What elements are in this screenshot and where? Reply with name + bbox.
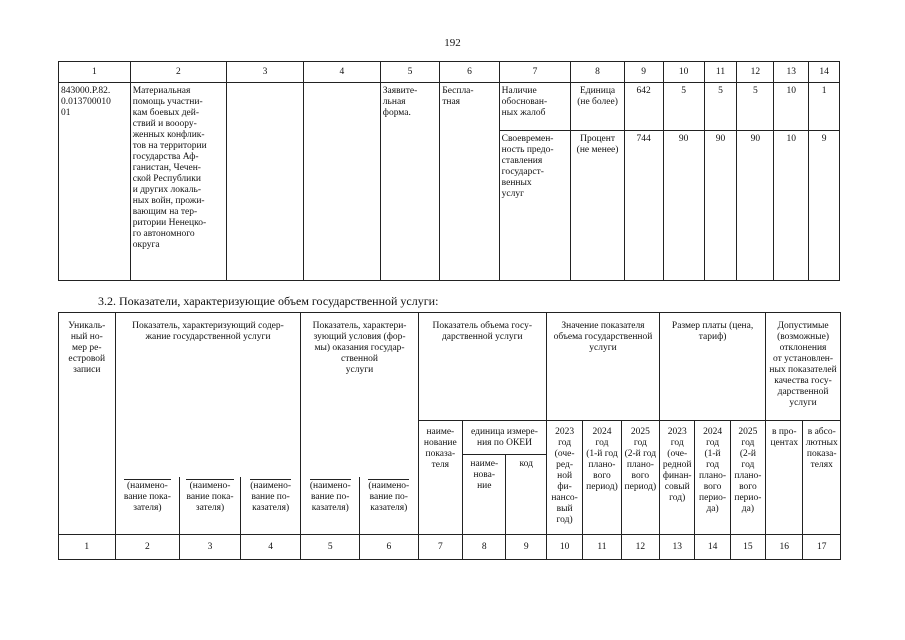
indicator-code: 642 — [624, 83, 663, 131]
col-number: 10 — [663, 62, 704, 83]
col-number: 3 — [180, 535, 241, 560]
indicator-value: 9 — [809, 131, 840, 281]
col-number: 15 — [730, 535, 765, 560]
empty-cell — [227, 83, 304, 281]
column-numbers-row — [59, 535, 841, 560]
indicator-value: 5 — [704, 83, 737, 131]
indicator-name-caption: (наимено- вание по- казателя) — [250, 480, 292, 513]
okei-unit-header: единица измере- ния по ОКЕИ — [463, 421, 547, 455]
indicator-value: 10 — [774, 131, 809, 281]
col-number: 9 — [506, 535, 546, 560]
indicator-name: Наличие обоснован- ных жалоб — [499, 83, 571, 131]
indicator-value: 90 — [663, 131, 704, 281]
indicator-value: 1 — [809, 83, 840, 131]
year-2023-value-header: 2023 год (оче- ред- ной фи- нансо- вый год) — [546, 421, 582, 535]
col-number: 13 — [660, 535, 695, 560]
conditions-subheader-2 — [360, 477, 419, 535]
col-number: 4 — [240, 535, 301, 560]
col-number: 1 — [59, 535, 116, 560]
col-number: 5 — [380, 62, 439, 83]
col-number: 7 — [418, 535, 462, 560]
col-number: 10 — [546, 535, 582, 560]
indicator-name-caption: (наимено- вание по- казателя) — [309, 480, 351, 513]
category-cell: Материальная помощь участни- кам боевых дей- ствий и вооору- женных конфлик- тов на территории государства Аф- ганистан, Чечен- ской Республики и других локаль- ных войн, прожи- вающим на тер- ритории Ненецко- го автономного округа — [130, 83, 226, 281]
conditions-subheader-1 — [301, 477, 360, 535]
year-2023-fee-header: 2023 год (оче- редной финан- совый год) — [660, 421, 695, 535]
year-2024-value-header: 2024 год (1-й год планo- вого период) — [583, 421, 621, 535]
conditions-spacer — [301, 421, 418, 477]
quality-indicators-table — [58, 61, 840, 281]
col-number: 9 — [624, 62, 663, 83]
col-number: 5 — [301, 535, 360, 560]
year-2025-value-header: 2025 год (2-й год планo- вого период) — [621, 421, 659, 535]
year-2024-fee-header: 2024 год (1-й год планo- вого перио- да) — [695, 421, 730, 535]
payment-cell: Бесплa- тная — [440, 83, 499, 281]
indicator-code: 744 — [624, 131, 663, 281]
col-number: 14 — [695, 535, 730, 560]
col-number: 8 — [571, 62, 624, 83]
indicator-name: Своевремен- ность предо- ставления государст- венных услуг — [499, 131, 571, 281]
col-number: 13 — [774, 62, 809, 83]
year-2025-fee-header: 2025 год (2-й год планo- вого перио- да) — [730, 421, 765, 535]
fee-header: Размер платы (цена, тариф) — [660, 313, 766, 421]
content-spacer — [115, 421, 301, 477]
content-subheader-2 — [180, 477, 241, 535]
col-number: 2 — [115, 535, 180, 560]
indicator-value: 90 — [704, 131, 737, 281]
indicator-name-caption: (наимено- вание пока- зателя) — [186, 480, 234, 513]
table2-header-row — [59, 313, 841, 421]
col-number: 14 — [809, 62, 840, 83]
conditions-indicator-header: Показатель, характери- зующий условия (фор- мы) оказания государ- ственной услуги — [301, 313, 418, 421]
content-indicator-header: Показатель, характеризующий содер- жание государственной услуги — [115, 313, 301, 421]
table2-subheader-row — [59, 421, 841, 455]
indicator-value: 5 — [737, 83, 774, 131]
indicator-unit: Единица (не более) — [571, 83, 624, 131]
indicator-value: 90 — [737, 131, 774, 281]
volume-indicator-header: Показатель объема госу- дарственной услуги — [418, 313, 546, 421]
col-number: 11 — [704, 62, 737, 83]
col-number: 16 — [766, 535, 803, 560]
indicator-name-caption: (наимено- вание пока- зателя) — [123, 480, 171, 513]
content-subheader-1 — [115, 477, 180, 535]
form-cell: Заявите- льная форма. — [380, 83, 439, 281]
indicator-name-caption: (наимено- вание по- казателя) — [368, 480, 410, 513]
volume-indicators-table — [58, 312, 841, 560]
col-number: 7 — [499, 62, 571, 83]
section-title: 3.2. Показатели, характеризующие объем государственной услуги: — [98, 294, 439, 308]
col-number: 4 — [303, 62, 380, 83]
indicator-unit: Процент (не менее) — [571, 131, 624, 281]
col-number: 12 — [621, 535, 659, 560]
col-number: 2 — [130, 62, 226, 83]
unit-code-header: код — [506, 455, 546, 535]
deviation-header: Допустимые (возможные) отклонения от установлен- ных показателей качества госу- дарственной услуги — [766, 313, 841, 421]
table1-header-row — [59, 62, 840, 83]
col-number: 11 — [583, 535, 621, 560]
unit-name-header: наиме- нова- ние — [463, 455, 506, 535]
col-number: 3 — [227, 62, 304, 83]
indicator-value: 5 — [663, 83, 704, 131]
empty-cell — [303, 83, 380, 281]
indicator-value: 10 — [774, 83, 809, 131]
col-number: 6 — [360, 535, 419, 560]
unique-number-header: Уникаль- ный но- мер ре- естровой записи — [59, 313, 116, 535]
volume-value-header: Значение показателя объема государственной услуги — [546, 313, 659, 421]
percent-header: в про- центах — [766, 421, 803, 535]
page-number: 192 — [444, 37, 461, 49]
content-subheader-3 — [240, 477, 301, 535]
registry-number: 843000.Р.82. 0.013700010 01 — [59, 83, 131, 281]
col-number: 6 — [440, 62, 499, 83]
col-number: 12 — [737, 62, 774, 83]
indicator-name-header: наиме- нование показа- теля — [418, 421, 462, 535]
col-number: 1 — [59, 62, 131, 83]
col-number: 17 — [803, 535, 841, 560]
absolute-header: в абсо- лютных показа- телях — [803, 421, 841, 535]
table-row — [59, 83, 840, 131]
col-number: 8 — [463, 535, 506, 560]
